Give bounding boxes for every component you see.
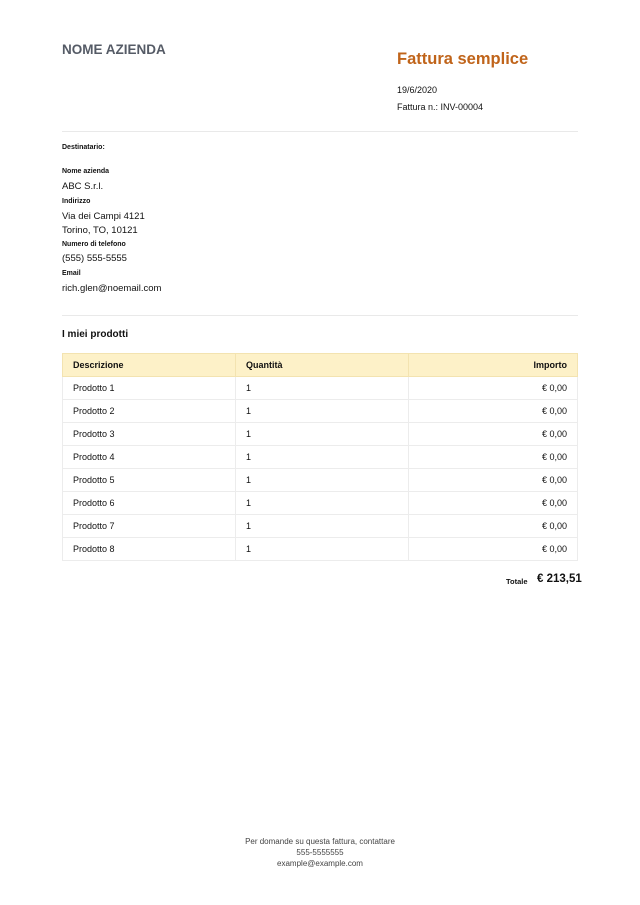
table-row [63, 446, 578, 469]
row-description: Prodotto 2 [63, 400, 236, 423]
address-line2: Torino, TO, 10121 [62, 225, 138, 236]
row-quantity: 1 [236, 492, 409, 515]
row-amount: € 0,00 [409, 400, 578, 423]
email-value: rich.glen@noemail.com [62, 283, 162, 294]
row-description: Prodotto 7 [63, 515, 236, 538]
row-description: Prodotto 6 [63, 492, 236, 515]
phone-value: (555) 555-5555 [62, 253, 127, 264]
table-row [63, 400, 578, 423]
row-description: Prodotto 8 [63, 538, 236, 561]
header-amount: Importo [409, 354, 578, 377]
table-row [63, 423, 578, 446]
phone-label: Numero di telefono [62, 241, 126, 248]
footer-phone: 555-5555555 [296, 848, 344, 857]
row-description: Prodotto 4 [63, 446, 236, 469]
footer-line1: Per domande su questa fattura, contattare [245, 837, 395, 846]
footer-email: example@example.com [277, 859, 363, 868]
header-description: Descrizione [63, 354, 236, 377]
divider [62, 315, 578, 316]
address-line1: Via dei Campi 4121 [62, 211, 145, 222]
row-amount: € 0,00 [409, 469, 578, 492]
table-row [63, 492, 578, 515]
table-row [63, 538, 578, 561]
table-header-row [63, 354, 578, 377]
row-quantity: 1 [236, 400, 409, 423]
row-amount: € 0,00 [409, 515, 578, 538]
row-description: Prodotto 1 [63, 377, 236, 400]
row-quantity: 1 [236, 515, 409, 538]
products-title: I miei prodotti [62, 329, 129, 340]
row-quantity: 1 [236, 446, 409, 469]
email-label: Email [62, 270, 81, 277]
row-amount: € 0,00 [409, 446, 578, 469]
company-value: ABC S.r.l. [62, 181, 104, 192]
table-row [63, 377, 578, 400]
table-row [63, 515, 578, 538]
row-quantity: 1 [236, 538, 409, 561]
invoice-number: Fattura n.: INV-00004 [397, 102, 484, 112]
company-name: NOME AZIENDA [62, 42, 166, 57]
row-amount: € 0,00 [409, 492, 578, 515]
row-quantity: 1 [236, 377, 409, 400]
row-description: Prodotto 3 [63, 423, 236, 446]
products-table [62, 353, 578, 561]
company-label: Nome azienda [62, 168, 110, 175]
row-amount: € 0,00 [409, 377, 578, 400]
row-quantity: 1 [236, 469, 409, 492]
total-value: € 213,51 [537, 573, 582, 585]
address-label: Indirizzo [62, 198, 91, 205]
row-amount: € 0,00 [409, 423, 578, 446]
recipient-heading: Destinatario: [62, 144, 105, 151]
invoice-title: Fattura semplice [397, 50, 529, 68]
table-row [63, 469, 578, 492]
total-label: Totale [506, 577, 528, 586]
row-amount: € 0,00 [409, 538, 578, 561]
row-quantity: 1 [236, 423, 409, 446]
invoice-date: 19/6/2020 [397, 85, 438, 95]
divider [62, 131, 578, 132]
row-description: Prodotto 5 [63, 469, 236, 492]
header-quantity: Quantità [236, 354, 409, 377]
